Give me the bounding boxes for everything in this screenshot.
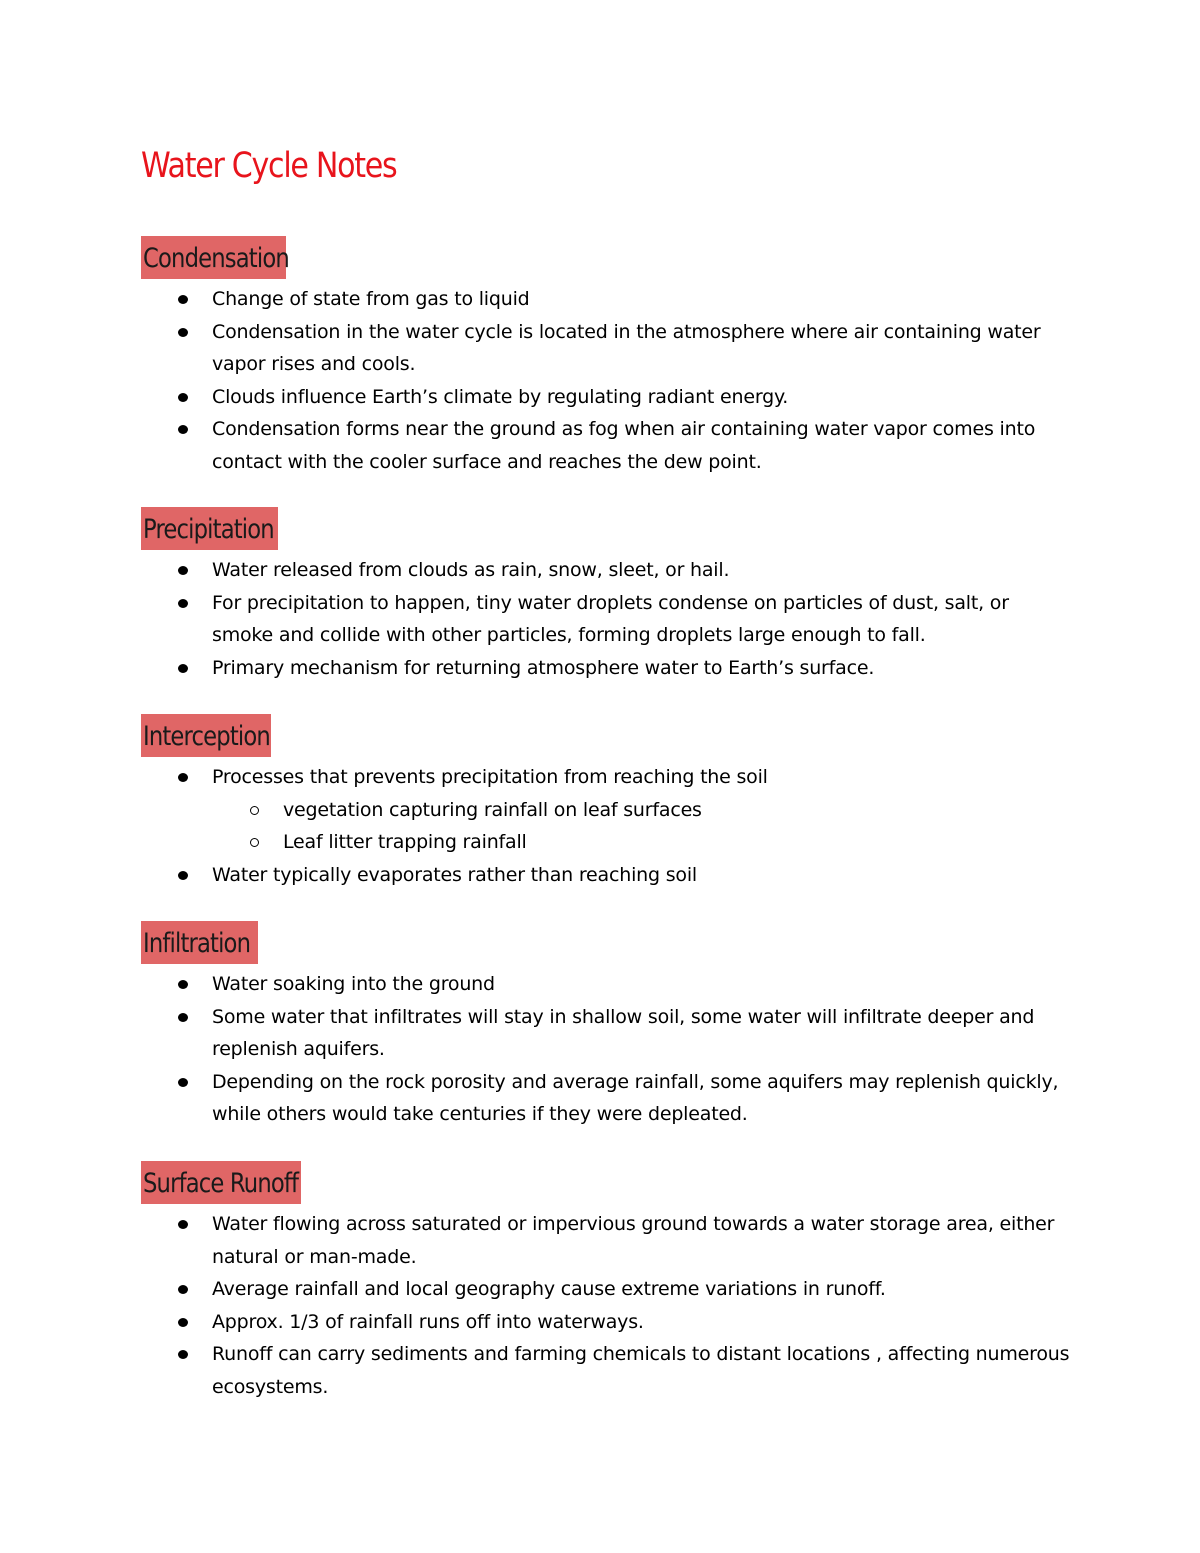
list-item-text: Processes that prevents precipitation from reaching the soil (212, 766, 768, 788)
bullet-icon (178, 1078, 188, 1087)
list-item (0, 1066, 1072, 1131)
list-item-text: Primary mechanism for returning atmosphere water to Earth’s surface. (212, 656, 875, 679)
bullet-icon (178, 1350, 188, 1359)
bullet-icon (178, 664, 188, 673)
sub-list-item-text: Leaf litter trapping rainfall (283, 831, 527, 853)
bullet-icon (178, 1318, 188, 1327)
list-item (0, 316, 1072, 381)
section-heading-text: Infiltration (143, 928, 251, 959)
bullet-icon (178, 566, 188, 575)
list-item-text: For precipitation to happen, tiny water droplets condense on particles of dust, salt, or smoke and collide with other particles, forming droplets large enough to fall. (212, 591, 1009, 646)
section-heading (141, 714, 271, 757)
list-item-text: Water flowing across saturated or impervious ground towards a water storage area, either natural or man-made. (212, 1213, 1055, 1268)
list-item (0, 1273, 1072, 1306)
list-item-text: Change of state from gas to liquid (212, 288, 530, 310)
section-heading (141, 921, 258, 964)
list-item (0, 587, 1072, 652)
hollow-bullet-icon (250, 838, 259, 847)
list-item (0, 1001, 1072, 1066)
bullet-icon (178, 1013, 188, 1022)
list-item (0, 1306, 1072, 1339)
list-item-text: Water soaking into the ground (212, 973, 495, 995)
bullet-icon (178, 393, 188, 402)
list-item (0, 859, 1072, 892)
bullet-list (0, 968, 1200, 1131)
sub-list-item-text: vegetation capturing rainfall on leaf surfaces (283, 798, 702, 821)
list-item-text: Average rainfall and local geography cause extreme variations in runoff. (212, 1278, 886, 1300)
list-item (0, 761, 1072, 859)
section-heading-text: Condensation (143, 243, 289, 274)
bullet-icon (178, 1285, 188, 1294)
section-heading-text: Surface Runoff (143, 1168, 299, 1199)
list-item (0, 1208, 1072, 1273)
list-item-text: Approx. 1/3 of rainfall runs off into waterways. (212, 1310, 644, 1333)
section-heading (141, 507, 278, 550)
list-item (0, 554, 1072, 587)
sub-list-item (0, 826, 1072, 859)
section-heading-text: Interception (143, 721, 270, 752)
document-title: Water Cycle Notes (141, 146, 397, 186)
bullet-list (0, 283, 1200, 478)
section-heading (141, 1161, 301, 1204)
section-heading (141, 236, 289, 279)
list-item-text: Condensation forms near the ground as fog when air containing water vapor comes into contact with the cooler surface and reaches the dew point. (212, 418, 1036, 473)
list-item-text: Clouds influence Earth’s climate by regulating radiant energy. (212, 385, 789, 408)
list-item (0, 1338, 1072, 1403)
bullet-icon (178, 328, 188, 337)
list-item-text: Condensation in the water cycle is located in the atmosphere where air containing water vapor rises and cools. (212, 320, 1041, 375)
bullet-icon (178, 871, 188, 880)
sub-bullet-list (212, 794, 1072, 859)
bullet-list (0, 761, 1200, 891)
bullet-icon (178, 599, 188, 608)
bullet-list (0, 1208, 1200, 1403)
list-item (0, 283, 1072, 316)
bullet-icon (178, 980, 188, 989)
list-item (0, 381, 1072, 414)
list-item (0, 413, 1072, 478)
section-heading-text: Precipitation (143, 514, 274, 545)
bullet-icon (178, 295, 188, 304)
list-item-text: Depending on the rock porosity and average rainfall, some aquifers may replenish quickly, while others would take centuries if they were depleated. (212, 1070, 1059, 1125)
bullet-icon (178, 773, 188, 782)
hollow-bullet-icon (250, 806, 259, 815)
bullet-icon (178, 425, 188, 434)
sub-list-item (0, 794, 1072, 827)
list-item (0, 968, 1072, 1001)
list-item-text: Water typically evaporates rather than reaching soil (212, 863, 697, 886)
list-item (0, 652, 1072, 685)
bullet-icon (178, 1220, 188, 1229)
list-item-text: Runoff can carry sediments and farming chemicals to distant locations , affecting numerous ecosystems. (212, 1343, 1070, 1398)
bullet-list (0, 554, 1200, 684)
list-item-text: Some water that infiltrates will stay in shallow soil, some water will infiltrate deeper and replenish aquifers. (212, 1005, 1035, 1060)
list-item-text: Water released from clouds as rain, snow, sleet, or hail. (212, 559, 730, 581)
